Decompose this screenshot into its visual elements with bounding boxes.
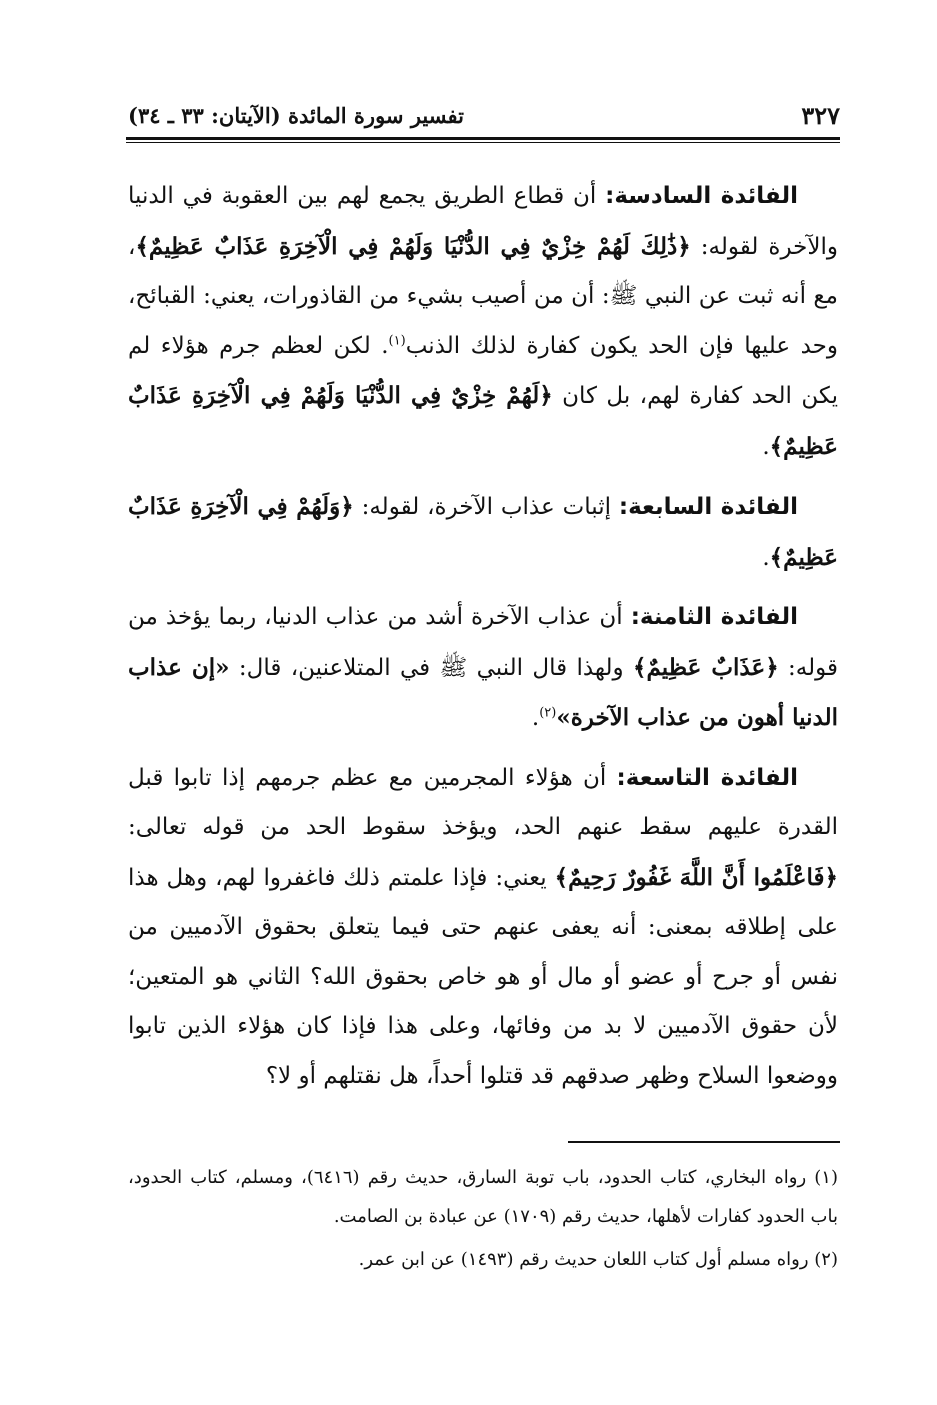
footnotes xyxy=(128,1158,838,1283)
running-header xyxy=(128,98,840,132)
paragraph-label: الفائدة الثامنة: xyxy=(630,604,798,630)
paragraph-text: أن قطاع الطريق يجمع لهم بين العقوبة في الدنيا والآخرة لقوله: xyxy=(128,183,839,260)
main-text xyxy=(128,172,838,1111)
paragraph-text: أن عذاب الآخرة أشد من عذاب الدنيا، ربما يؤخذ من قوله: xyxy=(128,604,839,681)
footnote-2: (٢) رواه مسلم أول كتاب اللعان حديث رقم (١٤٩٣) عن ابن عمر. xyxy=(358,1249,838,1270)
quran-quote: ﴿لَهُمْ خِزْيٌ فِي الدُّنْيَا وَلَهُمْ فِي الْآخِرَةِ عَذَابٌ عَظِيمٌ﴾ xyxy=(128,382,838,460)
quran-quote: ﴿وَلَهُمْ فِي الْآخِرَةِ عَذَابٌ عَظِيمٌ﴾ xyxy=(128,493,838,571)
footnote-marker: (٢) xyxy=(539,705,557,721)
paragraph-text: إثبات عذاب الآخرة، لقوله: xyxy=(353,494,619,520)
header-title: تفسير سورة المائدة (الآيتان: ٣٣ ـ ٣٤) xyxy=(128,102,464,128)
footnote-marker: (١) xyxy=(388,332,406,348)
paragraph-text: أن هؤلاء المجرمين مع عظم جرمهم إذا تابوا قبل القدرة عليهم سقط عنهم الحد، ويؤخذ سقوط الحد من قوله تعالى: xyxy=(128,764,838,840)
quran-quote: ﴿فَاعْلَمُوا أَنَّ اللَّهَ غَفُورٌ رَحِيمٌ﴾ xyxy=(554,863,838,891)
header-rule xyxy=(126,137,840,140)
hadith-quote: «إن عذاب الدنيا أهون من عذاب الآخرة» xyxy=(128,653,838,731)
paragraph-sixth-benefit xyxy=(128,172,838,472)
header-rule-thin xyxy=(126,142,840,143)
paragraph-text: يعني: فإذا علمتم ذلك فاغفروا لهم، وهل هذا على إطلاقه بمعنى: أنه يعفى عنهم حتى فيما يتعلق بحقوق الآدميين من نفس أو جرح أو عضو أو مال أو هو خاص بحقوق الله؟ الثاني هو المتعين؛ لأن حقوق الآدميين لا بد من وفائها، وعلى هذا فإذا كان هؤلاء الذين تابوا ووضعوا السلاح وظهر صدقهم قد قتلوا أحداً، هل نقتلهم أو لا؟ xyxy=(128,864,838,1089)
paragraph-ninth-benefit xyxy=(128,754,838,1102)
quran-quote: ﴿عَذَابٌ عَظِيمٌ﴾ xyxy=(633,653,779,681)
footnote-separator xyxy=(568,1141,840,1143)
paragraph-text: . xyxy=(531,705,540,731)
paragraph-eighth-benefit xyxy=(128,593,838,744)
footnote-1: (١) رواه البخاري، كتاب الحدود، باب توبة السارق، حديث رقم (٦٤١٦)، ومسلم، كتاب الحدود، باب الحدود كفارات لأهلها، حديث رقم (١٧٠٩) عن عبادة بن الصامت. xyxy=(128,1167,838,1227)
paragraph-label: الفائدة التاسعة: xyxy=(616,764,798,791)
paragraph-label: الفائدة السابعة: xyxy=(618,494,798,520)
paragraph-text: . xyxy=(762,544,770,571)
paragraph-label: الفائدة السادسة: xyxy=(605,183,798,209)
paragraph-text: . لكن لعظم جرم هؤلاء لم يكن الحد كفارة لهم، بل كان xyxy=(128,332,838,409)
paragraph-seventh-benefit xyxy=(128,482,838,583)
quran-quote: ﴿ذَٰلِكَ لَهُمْ خِزْيٌ فِي الدُّنْيَا وَلَهُمْ فِي الْآخِرَةِ عَذَابٌ عَظِيمٌ﴾ xyxy=(135,232,691,260)
paragraph-text: ، مع أنه ثبت عن النبي ﷺ: أن من أصيب بشيء من القاذورات، يعني: القبائح، وحد عليها فإن الحد يكون كفارة لذلك الذنب xyxy=(128,233,838,359)
paragraph-text: . xyxy=(762,433,770,460)
page-number: ٣٢٧ xyxy=(801,100,840,130)
paragraph-text: ولهذا قال النبي ﷺ في المتلاعنين، قال: xyxy=(229,654,633,681)
